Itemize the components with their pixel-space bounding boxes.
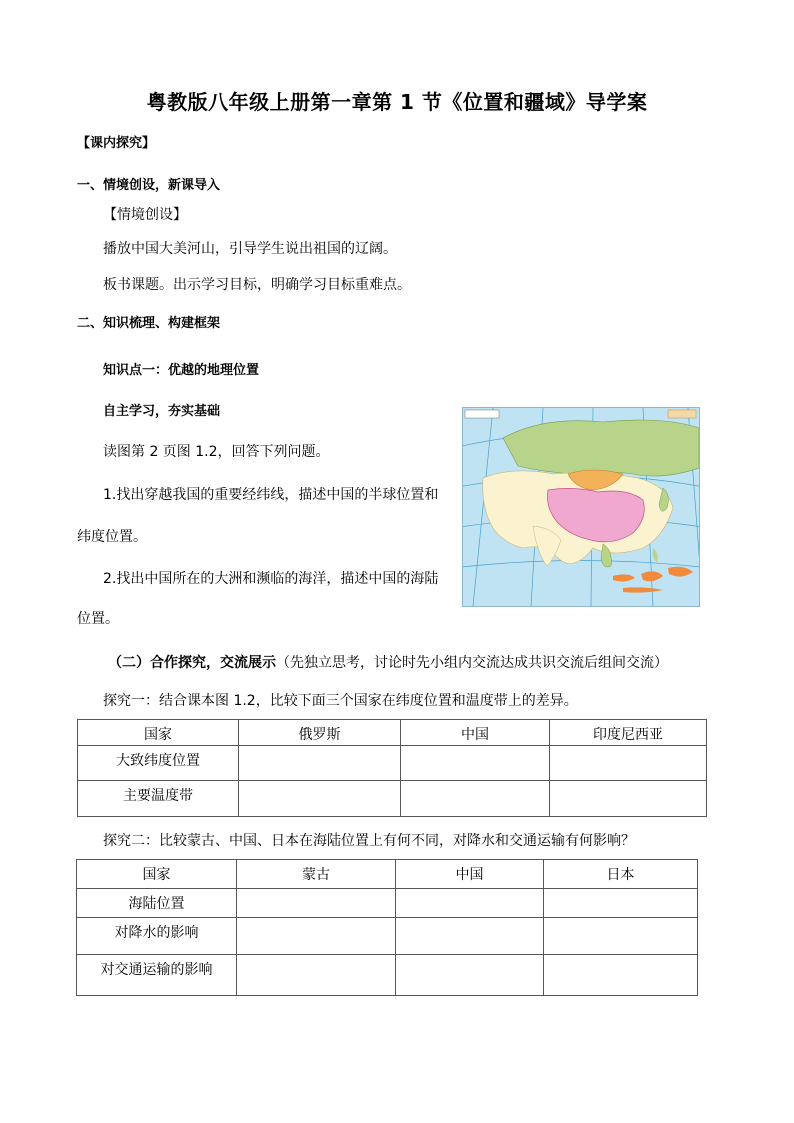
table-row — [78, 746, 707, 781]
header-cell: 印度尼西亚 — [550, 720, 707, 746]
part1-line1: 播放中国大美河山，引导学生说出祖国的辽阔。 — [103, 241, 397, 257]
answer-cell[interactable] — [237, 918, 396, 955]
coop-note: （先独立思考，讨论时先小组内交流达成共识交流后组间交流） — [276, 655, 668, 671]
asia-map — [462, 407, 700, 607]
header-cell: 中国 — [401, 720, 550, 746]
question-1-line-b: 纬度位置。 — [77, 529, 147, 545]
explore1-table — [77, 719, 707, 817]
table-header-row — [77, 860, 698, 889]
question-1-line-a: 1.找出穿越我国的重要经纬线，描述中国的半球位置和 — [103, 487, 439, 503]
part2-heading: 二、知识梳理、构建框架 — [77, 316, 221, 331]
answer-cell[interactable] — [544, 955, 698, 996]
row-label: 大致纬度位置 — [78, 746, 239, 781]
coop-label: （二）合作探究，交流展示 — [108, 655, 276, 671]
answer-cell[interactable] — [239, 781, 401, 817]
part1-subheading: 【情境创设】 — [103, 207, 187, 223]
table-row — [77, 889, 698, 918]
header-cell: 国家 — [78, 720, 239, 746]
answer-cell[interactable] — [396, 889, 544, 918]
table-row — [77, 955, 698, 996]
row-label: 对交通运输的影响 — [77, 955, 237, 996]
question-2-line-a: 2.找出中国所在的大洲和濒临的海洋，描述中国的海陆 — [103, 571, 439, 587]
header-cell: 蒙古 — [237, 860, 396, 889]
explore1-prompt: 探究一：结合课本图 1.2，比较下面三个国家在纬度位置和温度带上的差异。 — [103, 693, 578, 709]
section-tag: 【课内探究】 — [77, 136, 156, 151]
answer-cell[interactable] — [396, 955, 544, 996]
part1-line2: 板书课题。出示学习目标，明确学习目标重难点。 — [103, 277, 411, 293]
asia-map-graphic — [463, 408, 699, 606]
page-title: 粤教版八年级上册第一章第 1 节《位置和疆域》导学案 — [146, 90, 648, 114]
answer-cell[interactable] — [396, 918, 544, 955]
header-cell: 国家 — [77, 860, 237, 889]
read-map-instruction: 读图第 2 页图 1.2，回答下列问题。 — [103, 444, 330, 460]
question-2-line-b: 位置。 — [77, 611, 119, 627]
answer-cell[interactable] — [237, 889, 396, 918]
explore2-table — [76, 859, 698, 996]
header-cell: 俄罗斯 — [239, 720, 401, 746]
answer-cell[interactable] — [550, 746, 707, 781]
knowledge-point: 知识点一：优越的地理位置 — [103, 363, 260, 378]
answer-cell[interactable] — [544, 889, 698, 918]
answer-cell[interactable] — [237, 955, 396, 996]
row-label: 对降水的影响 — [77, 918, 237, 955]
answer-cell[interactable] — [401, 781, 550, 817]
coop-line — [108, 652, 668, 672]
explore2-prompt: 探究二：比较蒙古、中国、日本在海陆位置上有何不同，对降水和交通运输有何影响？ — [103, 833, 635, 849]
answer-cell[interactable] — [239, 746, 401, 781]
answer-cell[interactable] — [550, 781, 707, 817]
self-study-label: 自主学习，夯实基础 — [103, 404, 221, 419]
table-row — [78, 781, 707, 817]
answer-cell[interactable] — [401, 746, 550, 781]
table-header-row — [78, 720, 707, 746]
row-label: 海陆位置 — [77, 889, 237, 918]
answer-cell[interactable] — [544, 918, 698, 955]
table-row — [77, 918, 698, 955]
header-cell: 中国 — [396, 860, 544, 889]
header-cell: 日本 — [544, 860, 698, 889]
part1-heading: 一、情境创设，新课导入 — [77, 178, 221, 193]
row-label: 主要温度带 — [78, 781, 239, 817]
